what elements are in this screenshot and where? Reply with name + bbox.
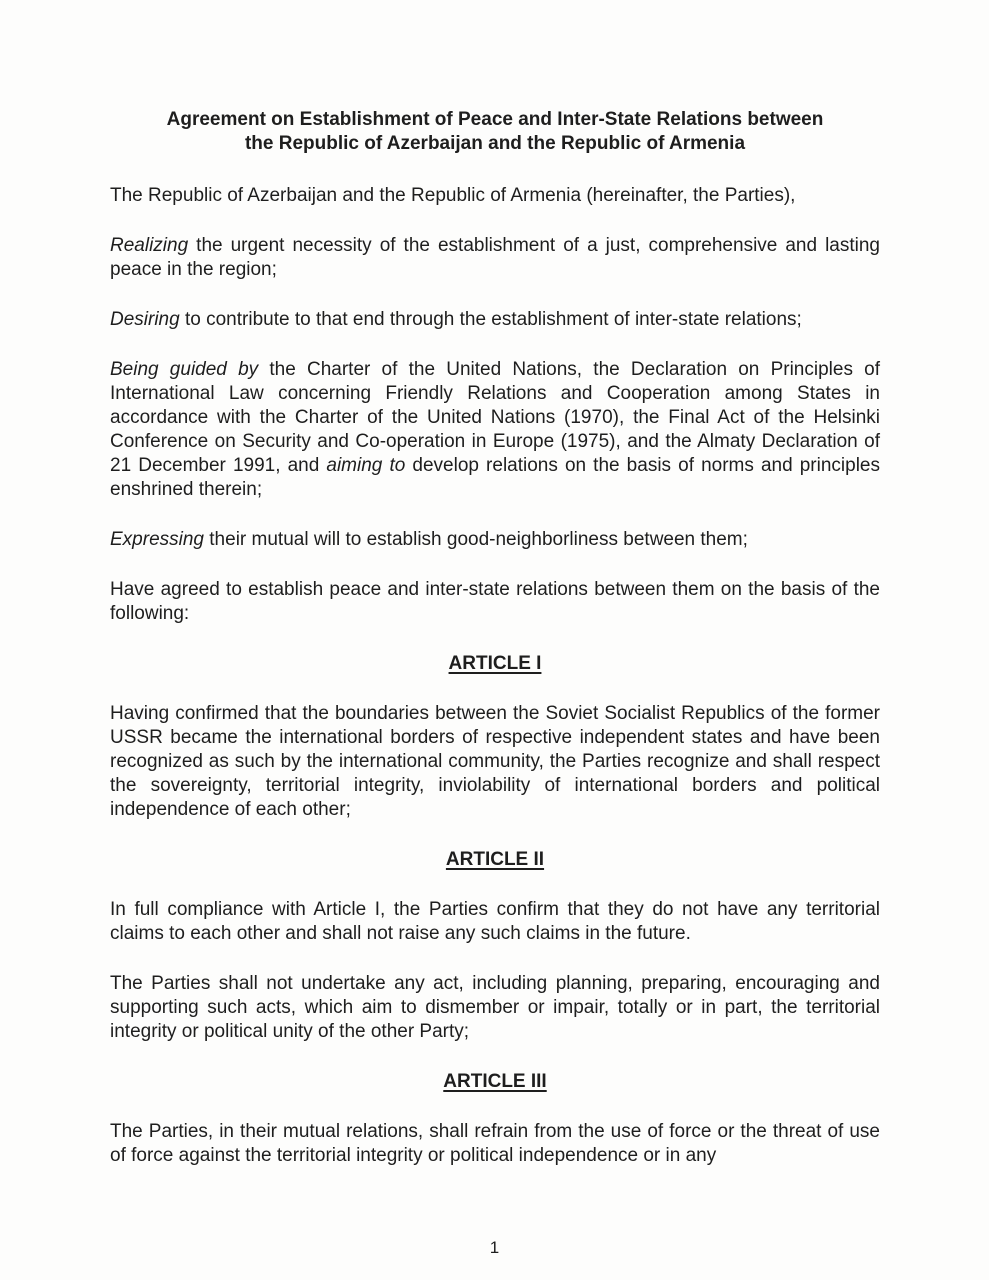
italic-text: Desiring [110, 309, 180, 330]
document-paragraph [110, 898, 880, 946]
body-text: Having confirmed that the boundaries between the Soviet Socialist Republics of the former USSR became the international borders of respective independent states and have been recognized as such by the international community, the Parties recognize and shall respect the sovereignty, territorial integrity, inviolability of international borders and political independence of each other; [110, 703, 880, 820]
body-text: to contribute to that end through the establishment of inter-state relations; [179, 309, 802, 330]
body-text: develop relations on the basis of norms and principles enshrined therein; [110, 455, 880, 500]
page-number: 1 [489, 1238, 500, 1257]
article-heading: ARTICLE II [445, 849, 545, 870]
body-text: The Parties, in their mutual relations, shall refrain from the use of force or the threat of use of force against the territorial integrity or political independence or in any [110, 1121, 880, 1166]
body-text: The Republic of Azerbaijan and the Republic of Armenia (hereinafter, the Parties), [110, 185, 796, 206]
body-text: the urgent necessity of the establishment of a just, comprehensive and lasting peace in the region; [110, 235, 880, 280]
italic-text: Realizing [110, 235, 189, 256]
body-text: In full compliance with Article I, the Parties confirm that they do not have any territorial claims to each other and shall not raise any such claims in the future. [110, 899, 880, 944]
italic-text: aiming to [326, 455, 406, 476]
document-title [110, 108, 880, 156]
body-text: The Parties shall not undertake any act, including planning, preparing, encouraging and supporting such acts, which aim to dismember or impair, totally or in part, the territorial integrity or political unity of the other Party; [110, 973, 880, 1042]
italic-text: Expressing [110, 529, 204, 550]
italic-text: Being guided by [110, 359, 259, 380]
document-paragraph [110, 972, 880, 1044]
document-paragraph [110, 1120, 880, 1168]
document-paragraph [110, 308, 880, 332]
document-paragraph [110, 184, 880, 208]
document-paragraph [110, 358, 880, 502]
document-paragraph [110, 234, 880, 282]
article-heading: ARTICLE III [443, 1071, 547, 1092]
body-text: Have agreed to establish peace and inter-state relations between them on the basis of the following: [110, 579, 880, 624]
title-line-1: Agreement on Establishment of Peace and Inter-State Relations between [166, 109, 824, 130]
article-heading: ARTICLE I [448, 653, 542, 674]
document-body [110, 184, 880, 1168]
title-line-2: the Republic of Azerbaijan and the Republic of Armenia [244, 133, 746, 154]
document-paragraph [110, 702, 880, 822]
body-text: their mutual will to establish good-neighborliness between them; [204, 529, 748, 550]
document-paragraph [110, 578, 880, 626]
body-text: the Charter of the United Nations, the Declaration on Principles of International Law concerning Friendly Relations and Cooperation among States in accordance with the Charter of the United Nations (1970), the Final Act of the Helsinki Conference on Security and Co-operation in Europe (1975), and the Almaty Declaration of 21 December 1991, and [110, 359, 881, 476]
document-content [110, 108, 880, 1194]
document-paragraph [110, 528, 880, 552]
